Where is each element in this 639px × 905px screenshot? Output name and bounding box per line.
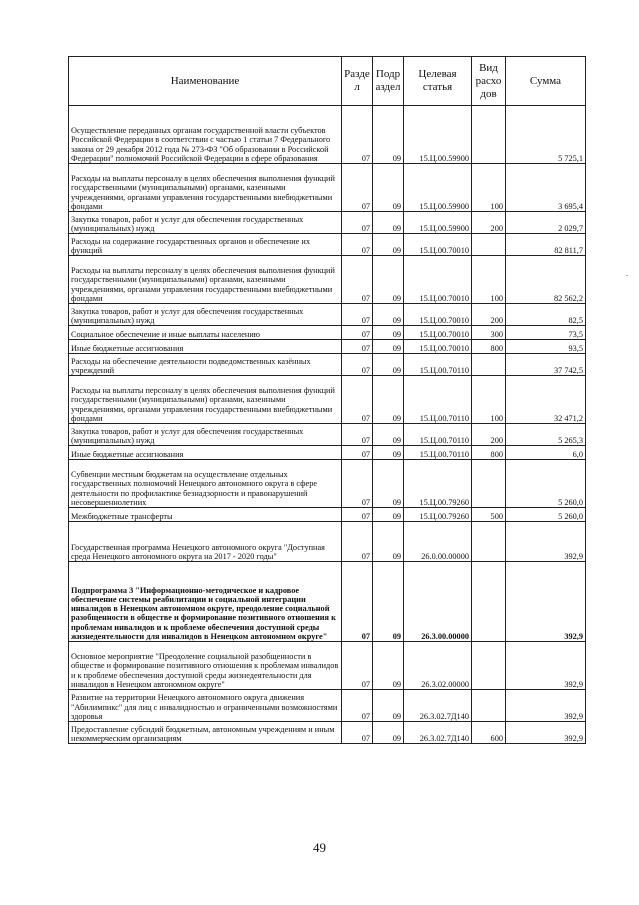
cell-target: 26.0.00.00000 [404,522,472,562]
cell-name: Предоставление субсидий бюджетным, автономным учреждениям и иным некоммерческим организациям [69,722,342,744]
cell-amount: 2 029,7 [506,212,586,234]
cell-target: 15.Ц.00.59900 [404,212,472,234]
cell-target: 15.Ц.00.70110 [404,354,472,376]
cell-name: Подпрограмма 3 "Информационно-методическое и кадровое обеспечение системы реабилитации и социальной интеграции инвалидов в Ненецком автономном округе, преодоление социальной разобщенности в обществе и формирование позитивного отношения к проблемам инвалидов и к проблеме обеспечения доступной среды жизнедеятельности для инвалидов в Ненецком автономном округе" [69,562,342,642]
cell-name: Закупка товаров, работ и услуг для обеспечения государственных (муниципальных) нужд [69,304,342,326]
cell-amount: 5 725,1 [506,106,586,164]
cell-target: 15.Ц.00.59900 [404,106,472,164]
cell-subsection: 09 [373,460,404,508]
cell-name: Государственная программа Ненецкого автономного округа "Доступная среда Ненецкого автономного округа на 2017 - 2020 годы" [69,522,342,562]
table-row [69,164,586,212]
table-row [69,722,586,744]
cell-amount: 82,5 [506,304,586,326]
cell-amount: 6,0 [506,446,586,460]
cell-target: 15.Ц.00.70010 [404,340,472,354]
cell-amount: 392,9 [506,642,586,690]
cell-name: Иные бюджетные ассигнования [69,340,342,354]
cell-expense-type: 200 [472,304,506,326]
cell-name: Развитие на территории Ненецкого автономного округа движения "Абилимпикс" для лиц с инвалидностью и ограниченными возможностями здоровья [69,690,342,722]
cell-subsection: 09 [373,256,404,304]
cell-target: 26.3.02.7Д140 [404,690,472,722]
cell-subsection: 09 [373,340,404,354]
cell-section: 07 [342,642,373,690]
cell-amount: 5 265,3 [506,424,586,446]
cell-subsection: 09 [373,562,404,642]
cell-expense-type: 300 [472,326,506,340]
header-target: Целевая статья [404,57,472,106]
table-row [69,256,586,304]
cell-expense-type: 500 [472,508,506,522]
cell-expense-type: 100 [472,164,506,212]
cell-target: 15.Ц.00.70110 [404,446,472,460]
cell-expense-type: 800 [472,446,506,460]
cell-target: 15.Ц.00.70010 [404,326,472,340]
cell-name: Расходы на выплаты персоналу в целях обеспечения выполнения функций государственными (муниципальными) органами, казенными учреждениями, органами управления государственными внебюджетными фондами [69,164,342,212]
cell-subsection: 09 [373,326,404,340]
cell-amount: 392,9 [506,522,586,562]
cell-target: 15.Ц.00.59900 [404,164,472,212]
cell-expense-type: 200 [472,212,506,234]
cell-section: 07 [342,106,373,164]
cell-target: 15.Ц.00.79260 [404,508,472,522]
table-row [69,326,586,340]
table-row [69,340,586,354]
cell-amount: 5 260,0 [506,508,586,522]
cell-expense-type [472,354,506,376]
cell-name: Закупка товаров, работ и услуг для обеспечения государственных (муниципальных) нужд [69,424,342,446]
cell-subsection: 09 [373,212,404,234]
cell-section: 07 [342,562,373,642]
cell-target: 15.Ц.00.70110 [404,376,472,424]
cell-section: 07 [342,256,373,304]
cell-name: Межбюджетные трансферты [69,508,342,522]
budget-table [68,56,586,744]
cell-target: 15.Ц.00.70010 [404,234,472,256]
cell-target: 26.3.02.7Д140 [404,722,472,744]
cell-expense-type: 800 [472,340,506,354]
cell-expense-type [472,460,506,508]
cell-subsection: 09 [373,508,404,522]
table-row [69,446,586,460]
cell-target: 15.Ц.00.70010 [404,256,472,304]
cell-section: 07 [342,164,373,212]
table-row [69,690,586,722]
cell-target: 26.3.02.00000 [404,642,472,690]
cell-expense-type [472,562,506,642]
cell-name: Расходы на выплаты персоналу в целях обеспечения выполнения функций государственными (муниципальными) органами, казенными учреждениями, органами управления государственными внебюджетными фондами [69,376,342,424]
header-section: Разде л [342,57,373,106]
cell-target: 15.Ц.00.70110 [404,424,472,446]
table-row [69,212,586,234]
header-amount: Сумма [506,57,586,106]
cell-name: Иные бюджетные ассигнования [69,446,342,460]
cell-name: Осуществление переданных органам государственной власти субъектов Российской Федерации в соответствии с частью 1 статьи 7 Федерального закона от 29 декабря 2012 года № 273-ФЗ "Об образовании в Российской Федерации" полномочий Российской Федерации в сфере образования [69,106,342,164]
cell-expense-type [472,642,506,690]
cell-expense-type [472,522,506,562]
cell-section: 07 [342,508,373,522]
cell-subsection: 09 [373,376,404,424]
table-row [69,460,586,508]
table-row [69,234,586,256]
cell-expense-type [472,234,506,256]
table-row [69,376,586,424]
cell-expense-type [472,106,506,164]
cell-subsection: 09 [373,354,404,376]
cell-amount: 82 811,7 [506,234,586,256]
cell-subsection: 09 [373,304,404,326]
cell-name: Субвенции местным бюджетам на осуществление отдельных государственных полномочий Ненецкого автономного округа в сфере деятельности по профилактике безнадзорности и правонарушений несовершеннолетних [69,460,342,508]
cell-section: 07 [342,690,373,722]
cell-name: Закупка товаров, работ и услуг для обеспечения государственных (муниципальных) нужд [69,212,342,234]
cell-subsection: 09 [373,690,404,722]
cell-name: Расходы на обеспечение деятельности подведомственных казённых учреждений [69,354,342,376]
cell-section: 07 [342,460,373,508]
table-row [69,106,586,164]
cell-subsection: 09 [373,424,404,446]
cell-subsection: 09 [373,106,404,164]
cell-subsection: 09 [373,234,404,256]
cell-section: 07 [342,212,373,234]
cell-target: 26.3.00.00000 [404,562,472,642]
cell-subsection: 09 [373,522,404,562]
cell-section: 07 [342,354,373,376]
header-subsection: Подр аздел [373,57,404,106]
cell-section: 07 [342,446,373,460]
cell-target: 15.Ц.00.70010 [404,304,472,326]
table-row [69,522,586,562]
cell-name: Расходы на содержание государственных органов и обеспечение их функций [69,234,342,256]
cell-amount: 73,5 [506,326,586,340]
cell-subsection: 09 [373,642,404,690]
cell-name: Социальное обеспечение и иные выплаты населению [69,326,342,340]
cell-section: 07 [342,340,373,354]
cell-subsection: 09 [373,446,404,460]
cell-expense-type [472,690,506,722]
table-row [69,508,586,522]
cell-section: 07 [342,376,373,424]
cell-expense-type: 600 [472,722,506,744]
cell-amount: 392,9 [506,562,586,642]
cell-section: 07 [342,234,373,256]
table-row [69,424,586,446]
cell-expense-type: 100 [472,256,506,304]
header-name: Наименование [69,57,342,106]
cell-name: Расходы на выплаты персоналу в целях обеспечения выполнения функций государственными (муниципальными) органами, казенными учреждениями, органами управления государственными внебюджетными фондами [69,256,342,304]
cell-subsection: 09 [373,722,404,744]
cell-section: 07 [342,326,373,340]
table-row [69,642,586,690]
cell-amount: 3 695,4 [506,164,586,212]
cell-amount: 32 471,2 [506,376,586,424]
cell-expense-type: 100 [472,376,506,424]
cell-section: 07 [342,522,373,562]
cell-amount: 37 742,5 [506,354,586,376]
margin-mark: . [626,268,629,278]
cell-target: 15.Ц.00.79260 [404,460,472,508]
table-row [69,562,586,642]
cell-section: 07 [342,722,373,744]
cell-subsection: 09 [373,164,404,212]
cell-expense-type: 200 [472,424,506,446]
cell-amount: 93,5 [506,340,586,354]
table-row [69,354,586,376]
cell-amount: 5 260,0 [506,460,586,508]
cell-amount: 392,9 [506,690,586,722]
page-number: 49 [313,840,326,855]
header-expense-type: Вид расхо дов [472,57,506,106]
cell-name: Основное мероприятие "Преодоление социальной разобщенности в обществе и формирование позитивного отношения к проблемам инвалидов и к проблеме обеспечения доступной среды жизнедеятельности для инвалидов в Ненецком автономном округе" [69,642,342,690]
cell-amount: 392,9 [506,722,586,744]
table-header-row [69,57,586,106]
cell-amount: 82 562,2 [506,256,586,304]
cell-section: 07 [342,424,373,446]
table-row [69,304,586,326]
cell-section: 07 [342,304,373,326]
